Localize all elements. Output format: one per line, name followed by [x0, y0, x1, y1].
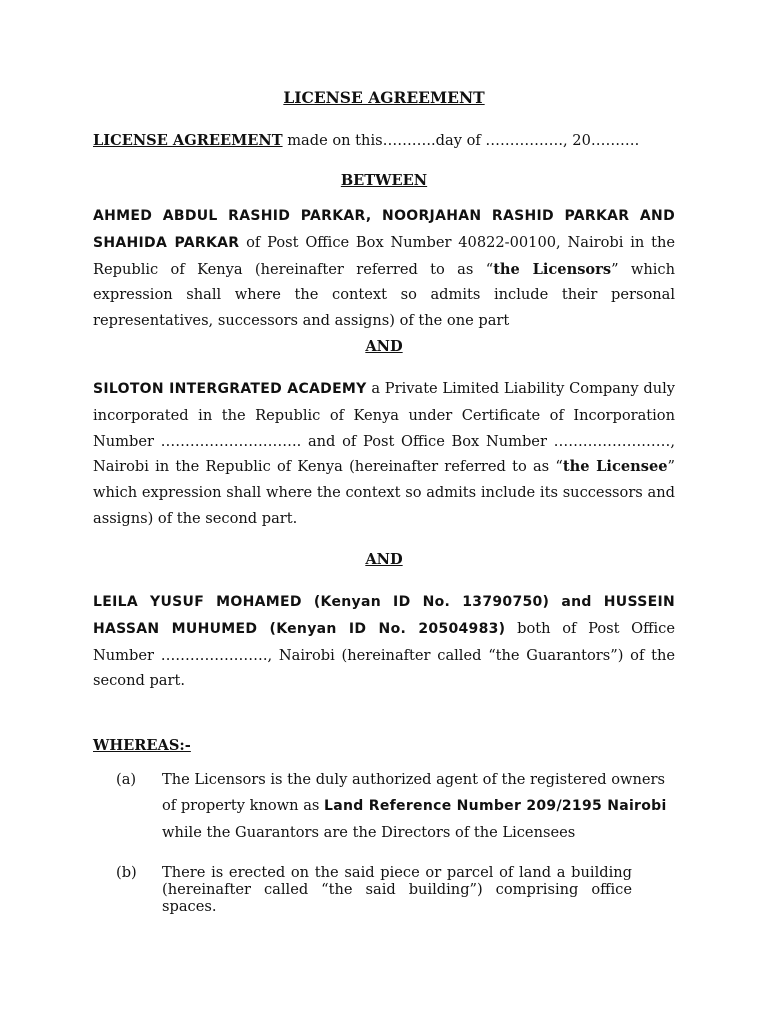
- whereas-heading: WHEREAS:-: [93, 737, 191, 754]
- recital-a-text-2: while the Guarantors are the Directors of the Licensees: [162, 823, 576, 841]
- intro-lead: LICENSE AGREEMENT: [93, 132, 283, 149]
- guarantors-text: both of Post Office Number …………………., Nairobi (hereinafter called “the Guarantors”) of the second part.: [93, 619, 675, 690]
- licensors-text-2: ” which expression shall where the context so admits include their personal representatives, successors and assigns) of the one part: [93, 260, 675, 330]
- between-heading: BETWEEN: [340, 172, 428, 189]
- document-title: LICENSE AGREEMENT: [283, 88, 485, 107]
- recital-a-text-1: The Licensors is the duly authorized agent of the registered owners of property known as: [162, 771, 666, 814]
- guarantors-paragraph: [93, 589, 675, 694]
- recital-a-bold: Land Reference Number 209/2195 Nairobi: [324, 797, 667, 814]
- licensors-paragraph: [93, 203, 675, 334]
- and-heading-2: AND: [365, 551, 403, 568]
- intro-rest: made on this………..day of ……………., 20……….: [282, 132, 640, 149]
- recital-a-text: [162, 767, 675, 845]
- intro-line: [93, 128, 675, 154]
- recital-a-label: (a): [116, 771, 137, 788]
- licensee-defined-term: the Licensee: [562, 458, 668, 476]
- licensors-defined-term: the Licensors: [493, 260, 612, 278]
- licensors-text-1: of Post Office Box Number 40822-00100, Nairobi in the Republic of Kenya (hereinafter referred to as “: [93, 233, 675, 278]
- guarantors-names: LEILA YUSUF MOHAMED (Kenyan ID No. 13790750) and HUSSEIN HASSAN MUHUMED (Kenyan ID No. 20504983): [93, 594, 675, 637]
- licensee-text-2: ” which expression shall where the context so admits include its successors and assigns) of the second part.: [93, 458, 676, 527]
- licensee-text-1: a Private Limited Liability Company duly incorporated in the Republic of Kenya under Certificate of Incorporation Number ……………………….. and of Post Office Box Number ……………………, Nairobi in the Republic of Kenya (hereinafter referred to as “: [93, 380, 676, 476]
- recital-b-text: There is erected on the said piece or parcel of land a building (hereinafter called “the said building”) comprising office spaces.: [162, 864, 632, 915]
- licensee-paragraph: [93, 376, 675, 532]
- licensee-name: SILOTON INTERGRATED ACADEMY: [93, 381, 367, 397]
- licensors-names: AHMED ABDUL RASHID PARKAR, NOORJAHAN RASHID PARKAR AND SHAHIDA PARKAR: [93, 208, 675, 251]
- and-heading-1: AND: [365, 338, 403, 355]
- recital-b-label: (b): [116, 864, 137, 881]
